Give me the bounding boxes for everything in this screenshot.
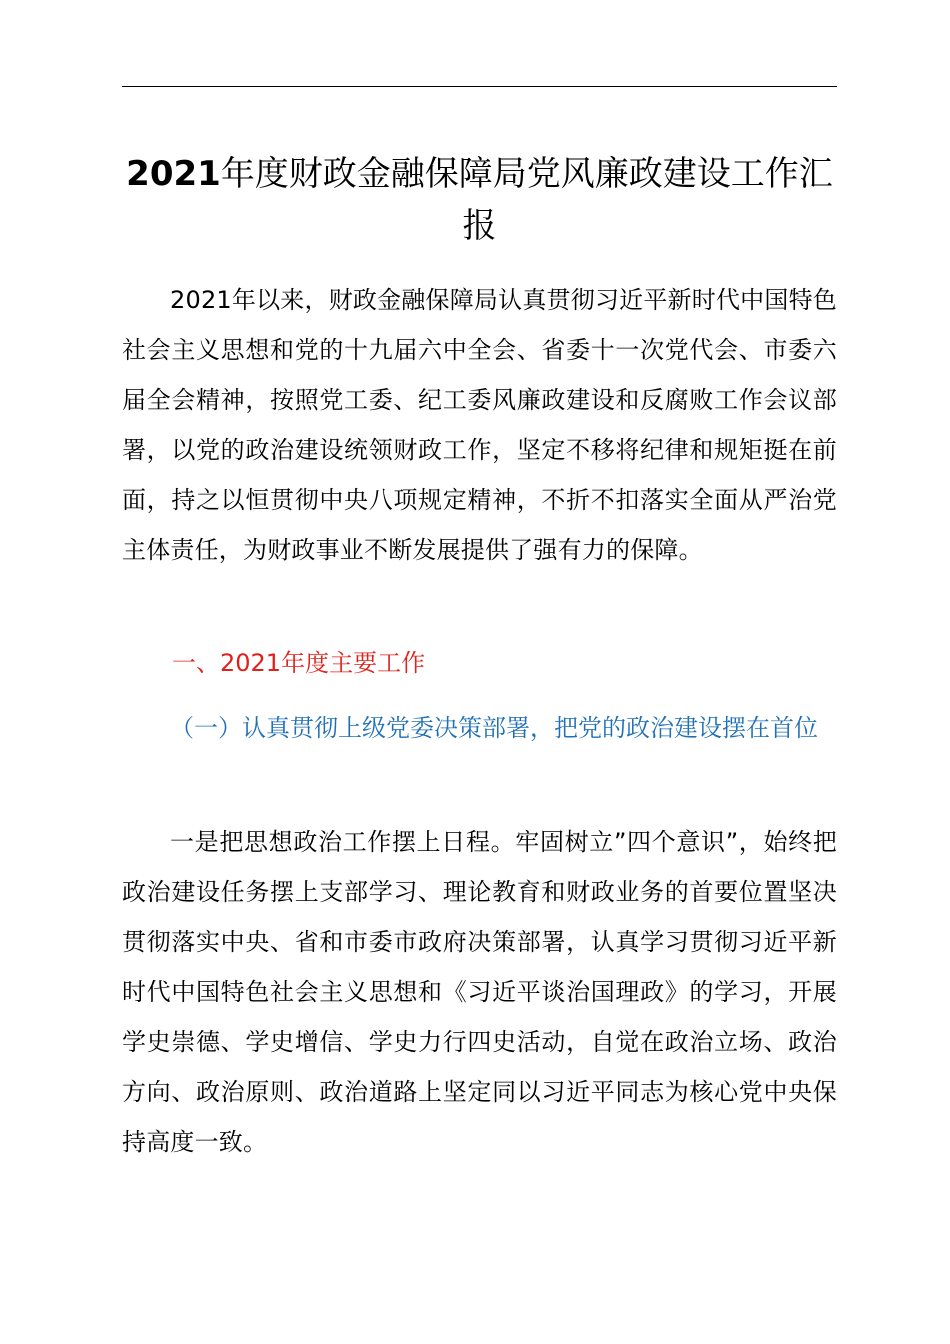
section-heading: 一、2021年度主要工作 [172,649,426,677]
intro-paragraph: 2021年以来，财政金融保障局认真贯彻习近平新时代中国特色社会主义思想和党的十九届六中全会、省委十一次党代会、市委六届全会精神，按照党工委、纪工委风廉政建设和反腐败工作会议部署，以党的政治建设统领财政工作，坚定不移将纪律和规矩挺在前面，持之以恒贯彻中央八项规定精神，不折不扣落实全面从严治党主体责任，为财政事业不断发展提供了强有力的保障。 [122,286,837,564]
title-text: 年度财政金融保障局党风廉政建设工作汇报 [220,154,833,246]
header-rule [122,86,837,87]
body-paragraph-1: 一是把思想政治工作摆上日程。牢固树立”四个意识”，始终把政治建设任务摆上支部学习、理论教育和财政业务的首要位置坚决贯彻落实中央、省和市委市政府决策部署，认真学习贯彻习近平新时代中国特色社会主义思想和《习近平谈治国理政》的学习，开展学史崇德、学史增信、学史力行四史活动，自觉在政治立场、政治方向、政治原则、政治道路上坚定同以习近平同志为核心党中央保持高度一致。 [122,828,837,1156]
subsection-heading: （一）认真贯彻上级党委决策部署，把党的政治建设摆在首位 [170,714,818,742]
title-year: 2021 [126,154,221,194]
document-title [122,148,837,252]
